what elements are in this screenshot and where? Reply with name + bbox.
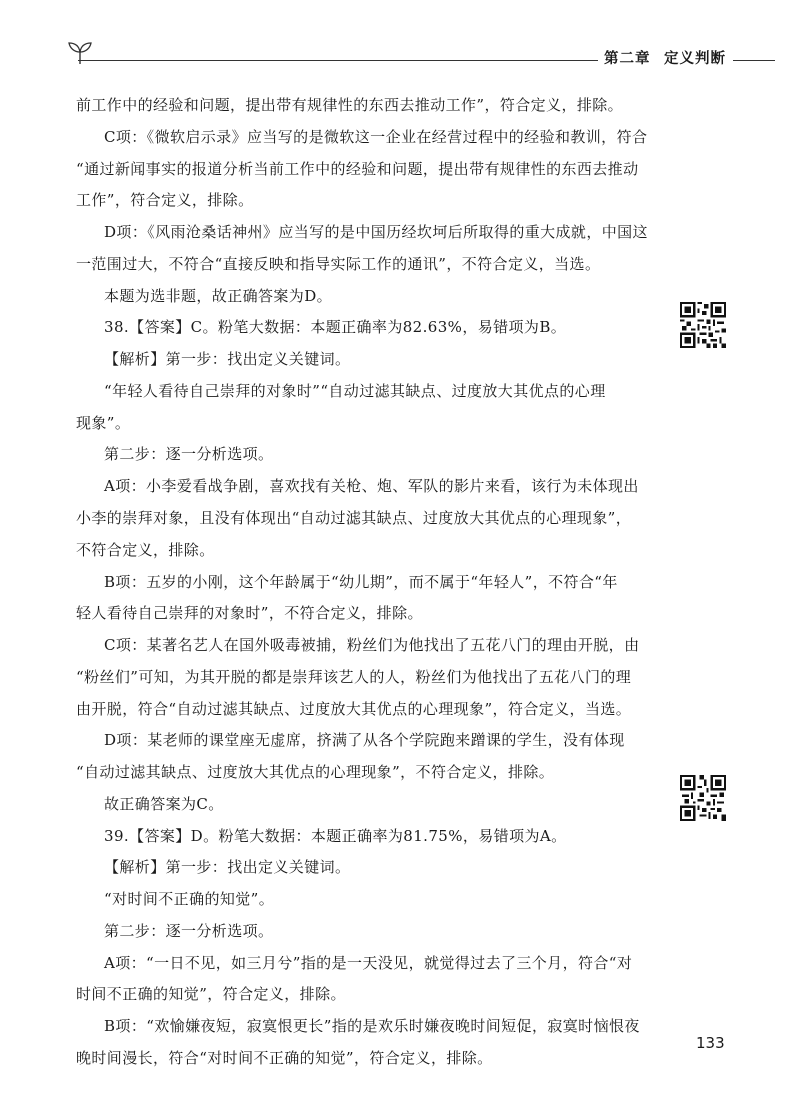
text-line: 小李的崇拜对象，且没有体现出“自动过滤其缺点、过度放大其优点的心理现象”， [76,509,632,527]
text-line: A项：小李爱看战争剧，喜欢找有关枪、炮、军队的影片来看，该行为未体现出 [104,477,639,495]
text-line: 第二步：逐一分析选项。 [104,445,274,463]
page-number: 133 [696,1034,725,1052]
analysis-line: 【解析】第一步：找出定义关键词。 [104,858,351,876]
text-line: 晚时间漫长，符合“对时间不正确的知觉”，符合定义，排除。 [76,1049,493,1067]
text-line: 工作”，符合定义，排除。 [76,191,254,209]
analysis-line: 【解析】第一步：找出定义关键词。 [104,350,351,368]
header-chapter: 第二章 [604,51,651,67]
text-line: A项：“一日不见，如三月兮”指的是一天没见，就觉得过去了三个月，符合“对 [104,954,633,972]
text-line: “粉丝们”可知，为其开脱的都是崇拜该艺人的人，粉丝们为他找出了五花八门的理 [76,668,632,686]
text-line: D项：《风雨沧桑话神州》应当写的是中国历经坎坷后所取得的重大成就，中国这 [104,223,648,241]
text-line: “自动过滤其缺点、过度放大其优点的心理现象”，不符合定义，排除。 [76,763,555,781]
leaf-sprout-icon [66,40,94,66]
text-line: C项：某著名艺人在国外吸毒被捕，粉丝们为他找出了五花八门的理由开脱，由 [104,636,640,654]
answer-line: 39.【答案】D。粉笔大数据：本题正确率为81.75%，易错项为A。 [104,827,567,845]
text-line: 由开脱，符合“自动过滤其缺点、过度放大其优点的心理现象”，符合定义，当选。 [76,700,632,718]
text-line: 第二步：逐一分析选项。 [104,922,274,940]
qr-code-icon [680,775,726,821]
text-line: 时间不正确的知觉”，符合定义，排除。 [76,985,346,1003]
text-line: 不符合定义，排除。 [76,541,215,559]
text-line: 故正确答案为C。 [104,795,224,813]
text-line: 现象”。 [76,414,131,432]
text-line: 前工作中的经验和问题，提出带有规律性的东西去推动工作”，符合定义，排除。 [76,96,624,114]
text-line: “通过新闻事实的报道分析当前工作中的经验和问题，提出带有规律性的东西去推动 [76,160,639,178]
text-line: “年轻人看待自己崇拜的对象时”“自动过滤其缺点、过度放大其优点的心理 [104,382,606,400]
qr-code-icon [680,302,726,348]
header-rule-left [78,60,598,61]
header-title: 定义判断 [664,51,726,67]
answer-line: 38.【答案】C。粉笔大数据：本题正确率为82.63%，易错项为B。 [104,318,567,336]
text-line: B项：五岁的小刚，这个年龄属于“幼儿期”，而不属于“年轻人”，不符合“年 [104,573,618,591]
text-line: 本题为选非题，故正确答案为D。 [104,287,333,305]
header-rule-right [733,60,775,61]
text-line: D项：某老师的课堂座无虚席，挤满了从各个学院跑来蹭课的学生，没有体现 [104,731,625,749]
text-line: 轻人看待自己崇拜的对象时”，不符合定义，排除。 [76,604,423,622]
text-line: 一范围过大，不符合“直接反映和指导实际工作的通讯”，不符合定义，当选。 [76,255,601,273]
text-line: B项：“欢愉嫌夜短，寂寞恨更长”指的是欢乐时嫌夜晚时间短促，寂寞时恼恨夜 [104,1017,640,1035]
text-line: C项：《微软启示录》应当写的是微软这一企业在经营过程中的经验和教训，符合 [104,128,648,146]
text-line: “对时间不正确的知觉”。 [104,890,275,908]
